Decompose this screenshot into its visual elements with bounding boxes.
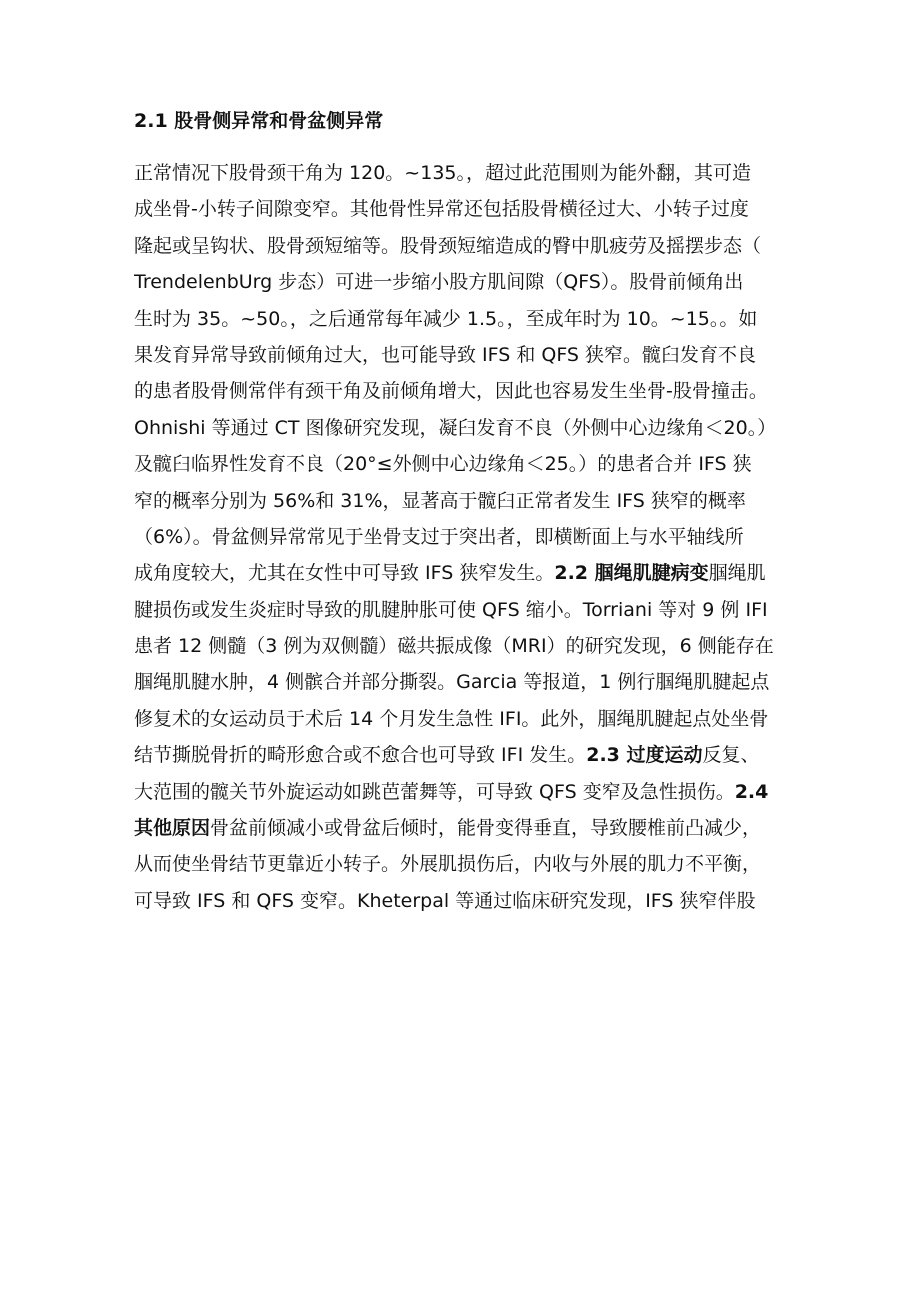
subheading-2-2: 2.2 腘绳肌腱病变	[554, 562, 709, 585]
text-line: 从而使坐骨结节更靠近小转子。外展肌损伤后，内收与外展的肌力不平衡，	[134, 853, 762, 876]
text-line: 结节撕脱骨折的畸形愈合或不愈合也可导致 IFI 发生。2.3 过度运动反复、	[134, 744, 760, 767]
body-paragraph	[134, 155, 794, 919]
text-line: 及髋臼临界性发育不良（20°≤外侧中心边缘角＜25。）的患者合并 IFS 狭	[134, 453, 752, 476]
text-line: 果发育异常导致前倾角过大，也可能导致 IFS 和 QFS 狭窄。髋臼发育不良	[134, 343, 757, 366]
text-line: 修复术的女运动员于术后 14 个月发生急性 IFI。此外，腘绳肌腱起点处坐骨	[134, 707, 769, 730]
text-line: Ohnishi 等通过 CT 图像研究发现，凝臼发育不良（外侧中心边缘角＜20。）	[134, 416, 777, 439]
text-line: 隆起或呈钩状、股骨颈短缩等。股骨颈短缩造成的臀中肌疲劳及摇摆步态（	[134, 234, 762, 257]
text-line: 大范围的髋关节外旋运动如跳芭蕾舞等，可导致 QFS 变窄及急性损伤。2.4	[134, 780, 769, 803]
subheading-2-3: 2.3 过度运动	[586, 744, 703, 767]
text-line: 成坐骨-小转子间隙变窄。其他骨性异常还包括股骨横径过大、小转子过度	[134, 198, 749, 221]
subheading-2-4-title: 其他原因	[134, 817, 211, 840]
text-line: 腘绳肌腱水肿，4 侧髌合并部分撕裂。Garcia 等报道，1 例行腘绳肌腱起点	[134, 671, 770, 694]
text-line: 窄的概率分别为 56%和 31%，显著高于髋臼正常者发生 IFS 狭窄的概率	[134, 489, 746, 512]
subheading-2-4-number: 2.4	[734, 780, 769, 803]
text-line: （6%）。骨盆侧异常常见于坐骨支过于突出者，即横断面上与水平轴线所	[134, 525, 744, 548]
text-line: 生时为 35。~50。，之后通常每年减少 1.5。，至成年时为 10。~15。。如	[134, 307, 758, 330]
text-line: 腱损伤或发生炎症时导致的肌腱肿胀可使 QFS 缩小。Torriani 等对 9 例 IFI	[134, 598, 768, 621]
text-line: 其他原因骨盆前倾减小或骨盆后倾时，能骨变得垂直，导致腰椎前凸减少，	[134, 817, 762, 840]
text-line: 的患者股骨侧常伴有颈干角及前倾角增大，因此也容易发生坐骨-股骨撞击。	[134, 380, 768, 403]
text-line: 患者 12 侧髓（3 例为双侧髓）磁共振成像（MRI）的研究发现，6 侧能存在	[134, 635, 774, 658]
section-heading: 2.1 股骨侧异常和骨盆侧异常	[134, 110, 384, 132]
text-line: 可导致 IFS 和 QFS 变窄。Kheterpal 等通过临床研究发现，IFS 狭窄伴股	[134, 889, 756, 912]
text-line: TrendelenbUrg 步态）可进一步缩小股方肌间隙（QFS）。股骨前倾角出	[134, 271, 744, 294]
text-line: 正常情况下股骨颈干角为 120。~135。，超过此范围则为能外翻，其可造	[134, 162, 751, 184]
text-line: 成角度较大，尤其在女性中可导致 IFS 狭窄发生。2.2 腘绳肌腱病变腘绳肌	[134, 562, 766, 585]
